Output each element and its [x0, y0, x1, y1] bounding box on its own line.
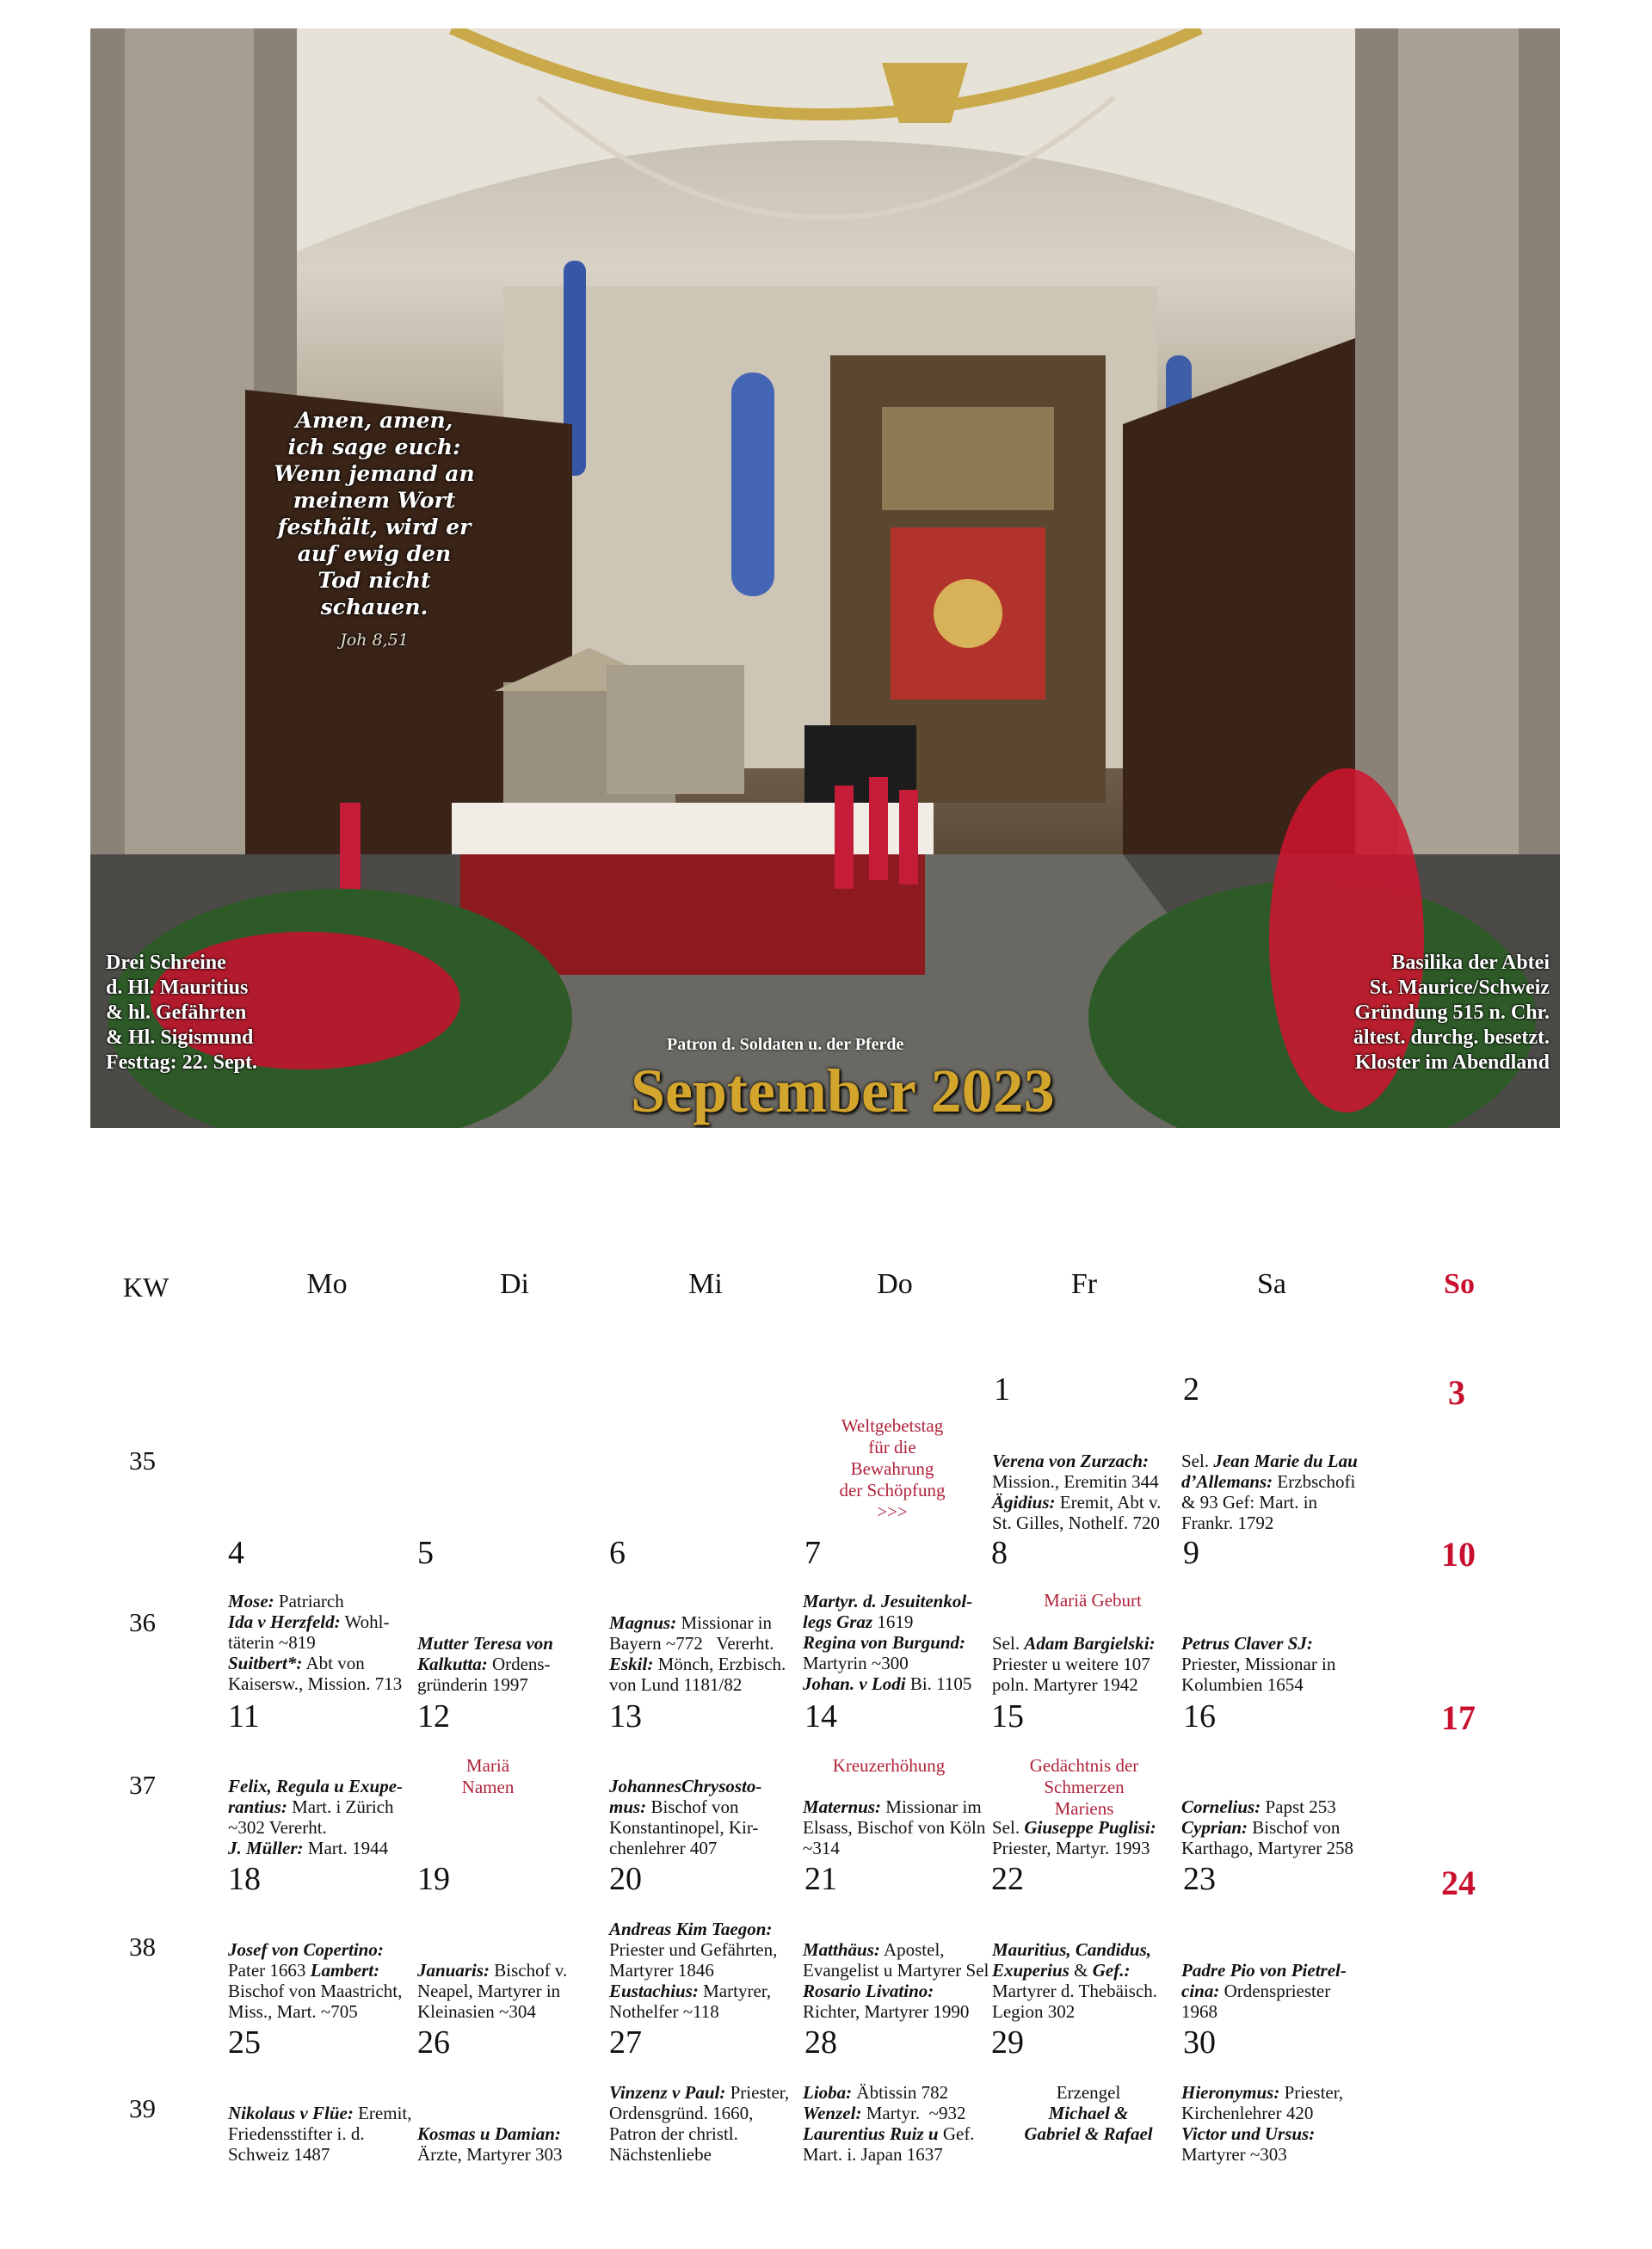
caption-shrines [106, 951, 257, 1075]
saint-entry: Andreas Kim Taegon: Priester und Gefährten, Martyrer 1846 Eustachius: Martyrer, Nothelfer ~118 [609, 1919, 778, 2022]
feast-creation-prayer-day [802, 1415, 983, 1523]
day-number: 13 [609, 1698, 642, 1735]
saint-entry: Januaris: Bischof v. Neapel, Martyrer in Kleinasien ~304 [417, 1960, 568, 2022]
day-number: 30 [1183, 2024, 1216, 2061]
day-number: 23 [1183, 1861, 1216, 1897]
caption-left-line: Drei Schreine [106, 952, 226, 974]
day-number: 28 [804, 2024, 837, 2061]
day-number: 5 [417, 1535, 434, 1571]
quote-line-5: festhält, wird er [277, 514, 472, 539]
day-number: 12 [417, 1698, 450, 1735]
feast-line: Gedächtnis der [1029, 1755, 1139, 1776]
day-number: 8 [991, 1535, 1008, 1571]
caption-basilica [1353, 951, 1550, 1075]
weekday-mo: Mo [306, 1268, 348, 1300]
quote-line-3: Wenn jemand an [274, 461, 475, 486]
quote-line-6: auf ewig den [297, 541, 452, 566]
saint-entry: Felix, Regula u Exupe-rantius: Mart. i Zürich ~302 Vererht. J. Müller: Mart. 1944 [228, 1776, 404, 1858]
quote-line-2: ich sage euch: [287, 434, 461, 459]
saint-entry: Martyr. d. Jesuitenkol-legs Graz 1619 Regina von Burgund: Martyrin ~300 Johan. v Lodi Bi. 1105 [803, 1591, 973, 1694]
patron-caption: Patron d. Soldaten u. der Pferde [667, 1035, 904, 1054]
feast-line: >>> [877, 1501, 908, 1522]
saint-entry: Sel. Adam Bargielski: Priester u weitere 107 poln. Martyrer 1942 [992, 1633, 1156, 1695]
saint-entry: Vinzenz v Paul: Priester, Ordensgründ. 1660, Patron der christl. Nächstenliebe [609, 2082, 790, 2165]
weekday-sa: Sa [1257, 1268, 1286, 1300]
saint-entry: Mauritius, Candidus, Exuperius & Gef.: Martyrer d. Thebäisch. Legion 302 [992, 1939, 1158, 2022]
saint-entry: Padre Pio von Pietrel-cina: Ordenspriester 1968 [1181, 1960, 1347, 2022]
feast-maria-namen [398, 1755, 578, 1798]
caption-left-line: Festtag: 22. Sept. [106, 1051, 257, 1074]
saint-entry: Verena von Zurzach: Mission., Eremitin 344 Ägidius: Eremit, Abt v. St. Gilles, Nothelf. 720 [992, 1451, 1162, 1533]
day-number: 21 [804, 1861, 837, 1897]
quote-reference: Joh 8,51 [340, 631, 409, 650]
saint-entry: Mutter Teresa von Kalkutta: Ordens-gründerin 1997 [417, 1633, 553, 1695]
kw-header: KW [123, 1272, 170, 1303]
feast-line: Weltgebetstag [841, 1415, 944, 1436]
caption-left-line: d. Hl. Mauritius [106, 977, 249, 999]
day-number: 29 [991, 2024, 1024, 2061]
day-number: 1 [994, 1371, 1010, 1408]
saint-entry: Josef von Copertino: Pater 1663 Lambert: Bischof von Maastricht, Miss., Mart. ~705 [228, 1939, 403, 2022]
saint-entry-archangels: Erzengel Michael & Gabriel & Rafael [1024, 2082, 1153, 2144]
quote-line-1: Amen, amen, [295, 408, 453, 433]
saint-entry: Sel. Jean Marie du Lau d’Allemans: Erzbschofi & 93 Gef: Mart. in Frankr. 1792 [1181, 1451, 1358, 1533]
feast-line: Mariens [1054, 1798, 1114, 1819]
weekday-di: Di [500, 1268, 529, 1300]
weekday-so: So [1444, 1268, 1475, 1300]
day-number: 9 [1183, 1535, 1199, 1571]
saint-entry: Mose: Patriarch Ida v Herzfeld: Wohl-täterin ~819 Suitbert*: Abt von Kaisersw., Mission. 713 [228, 1591, 403, 1694]
feast-line: Schmerzen [1044, 1777, 1125, 1797]
saint-entry: Petrus Claver SJ: Priester, Missionar in Kolumbien 1654 [1181, 1633, 1336, 1695]
saint-entry: Kosmas u Damian: Ärzte, Martyrer 303 [417, 2123, 563, 2165]
saint-entry: Maternus: Missionar im Elsass, Bischof von Köln ~314 [803, 1796, 986, 1858]
saint-entry: Matthäus: Apostel, Evangelist u Martyrer Sel Rosario Livatino: Richter, Martyrer 1990 [803, 1939, 989, 2022]
week-number: 39 [129, 2093, 156, 2123]
saint-entry: Sel. Giuseppe Puglisi: Priester, Martyr. 1993 [992, 1817, 1156, 1858]
church-photo [90, 28, 1560, 1128]
day-number: 15 [991, 1698, 1024, 1735]
weekday-mi: Mi [688, 1268, 723, 1300]
feast-line: Mariä Geburt [1044, 1590, 1142, 1611]
quote-line-4: meinem Wort [293, 488, 456, 513]
feast-line: Namen [461, 1777, 515, 1797]
day-number: 20 [609, 1861, 642, 1897]
day-number: 7 [804, 1535, 821, 1571]
feast-maria-geburt [1002, 1590, 1183, 1611]
feast-kreuzerhoehung [798, 1755, 979, 1777]
feast-line: der Schöpfung [839, 1480, 946, 1500]
caption-right-line: Basilika der Abtei [1391, 952, 1550, 974]
month-title: September 2023 [631, 1057, 1055, 1125]
quote-line-8: schauen. [320, 595, 428, 619]
saint-entry: Lioba: Äbtissin 782 Wenzel: Martyr. ~932 Laurentius Ruiz u Gef. Mart. i. Japan 1637 [803, 2082, 975, 2165]
caption-left-line: & hl. Gefährten [106, 1001, 247, 1024]
caption-left-line: & Hl. Sigismund [106, 1026, 254, 1049]
week-number: 38 [129, 1932, 156, 1962]
day-number: 19 [417, 1861, 450, 1897]
day-number: 18 [228, 1861, 261, 1897]
feast-line: Mariä [465, 1755, 510, 1776]
saint-entry: Magnus: Missionar in Bayern ~772 Vererht. Eskil: Mönch, Erzbisch. von Lund 1181/82 [609, 1612, 786, 1695]
feast-schmerzen-mariens [994, 1755, 1174, 1820]
week-number: 36 [129, 1607, 156, 1637]
week-number: 35 [129, 1445, 156, 1476]
caption-right-line: St. Maurice/Schweiz [1369, 977, 1550, 999]
day-number-sunday: 17 [1441, 1698, 1476, 1737]
day-number-sunday: 3 [1448, 1373, 1465, 1412]
day-number-sunday: 24 [1441, 1864, 1476, 1902]
day-number-sunday: 10 [1441, 1535, 1476, 1574]
day-number: 2 [1183, 1371, 1199, 1408]
day-number: 27 [609, 2024, 642, 2061]
caption-right-line: Kloster im Abendland [1354, 1051, 1550, 1074]
day-number: 16 [1183, 1698, 1216, 1735]
feast-line: Kreuzerhöhung [832, 1755, 946, 1776]
day-number: 26 [417, 2024, 450, 2061]
day-number: 11 [228, 1698, 260, 1735]
feast-line: für die [868, 1437, 916, 1457]
saint-entry: Nikolaus v Flüe: Eremit, Friedensstifter i. d. Schweiz 1487 [228, 2103, 412, 2165]
day-number: 6 [609, 1535, 626, 1571]
weekday-fr: Fr [1070, 1268, 1098, 1300]
week-number: 37 [129, 1770, 156, 1800]
caption-right-line: Gründung 515 n. Chr. [1354, 1001, 1550, 1024]
day-number: 25 [228, 2024, 261, 2061]
day-number: 14 [804, 1698, 837, 1735]
bible-quote [258, 407, 490, 654]
day-number: 22 [991, 1861, 1024, 1897]
caption-right-line: ältest. durchg. besetzt. [1353, 1026, 1550, 1049]
quote-line-7: Tod nicht [317, 568, 431, 593]
saint-entry: Hieronymus: Priester, Kirchenlehrer 420 Victor und Ursus: Martyrer ~303 [1181, 2082, 1344, 2165]
saint-entry: JohannesChrysosto-mus: Bischof von Konstantinopel, Kir-chenlehrer 407 [609, 1776, 762, 1858]
saint-entry: Cornelius: Papst 253 Cyprian: Bischof von Karthago, Martyrer 258 [1181, 1796, 1354, 1858]
day-number: 4 [228, 1535, 244, 1571]
feast-line: Bewahrung [850, 1458, 934, 1479]
weekday-do: Do [877, 1268, 913, 1300]
